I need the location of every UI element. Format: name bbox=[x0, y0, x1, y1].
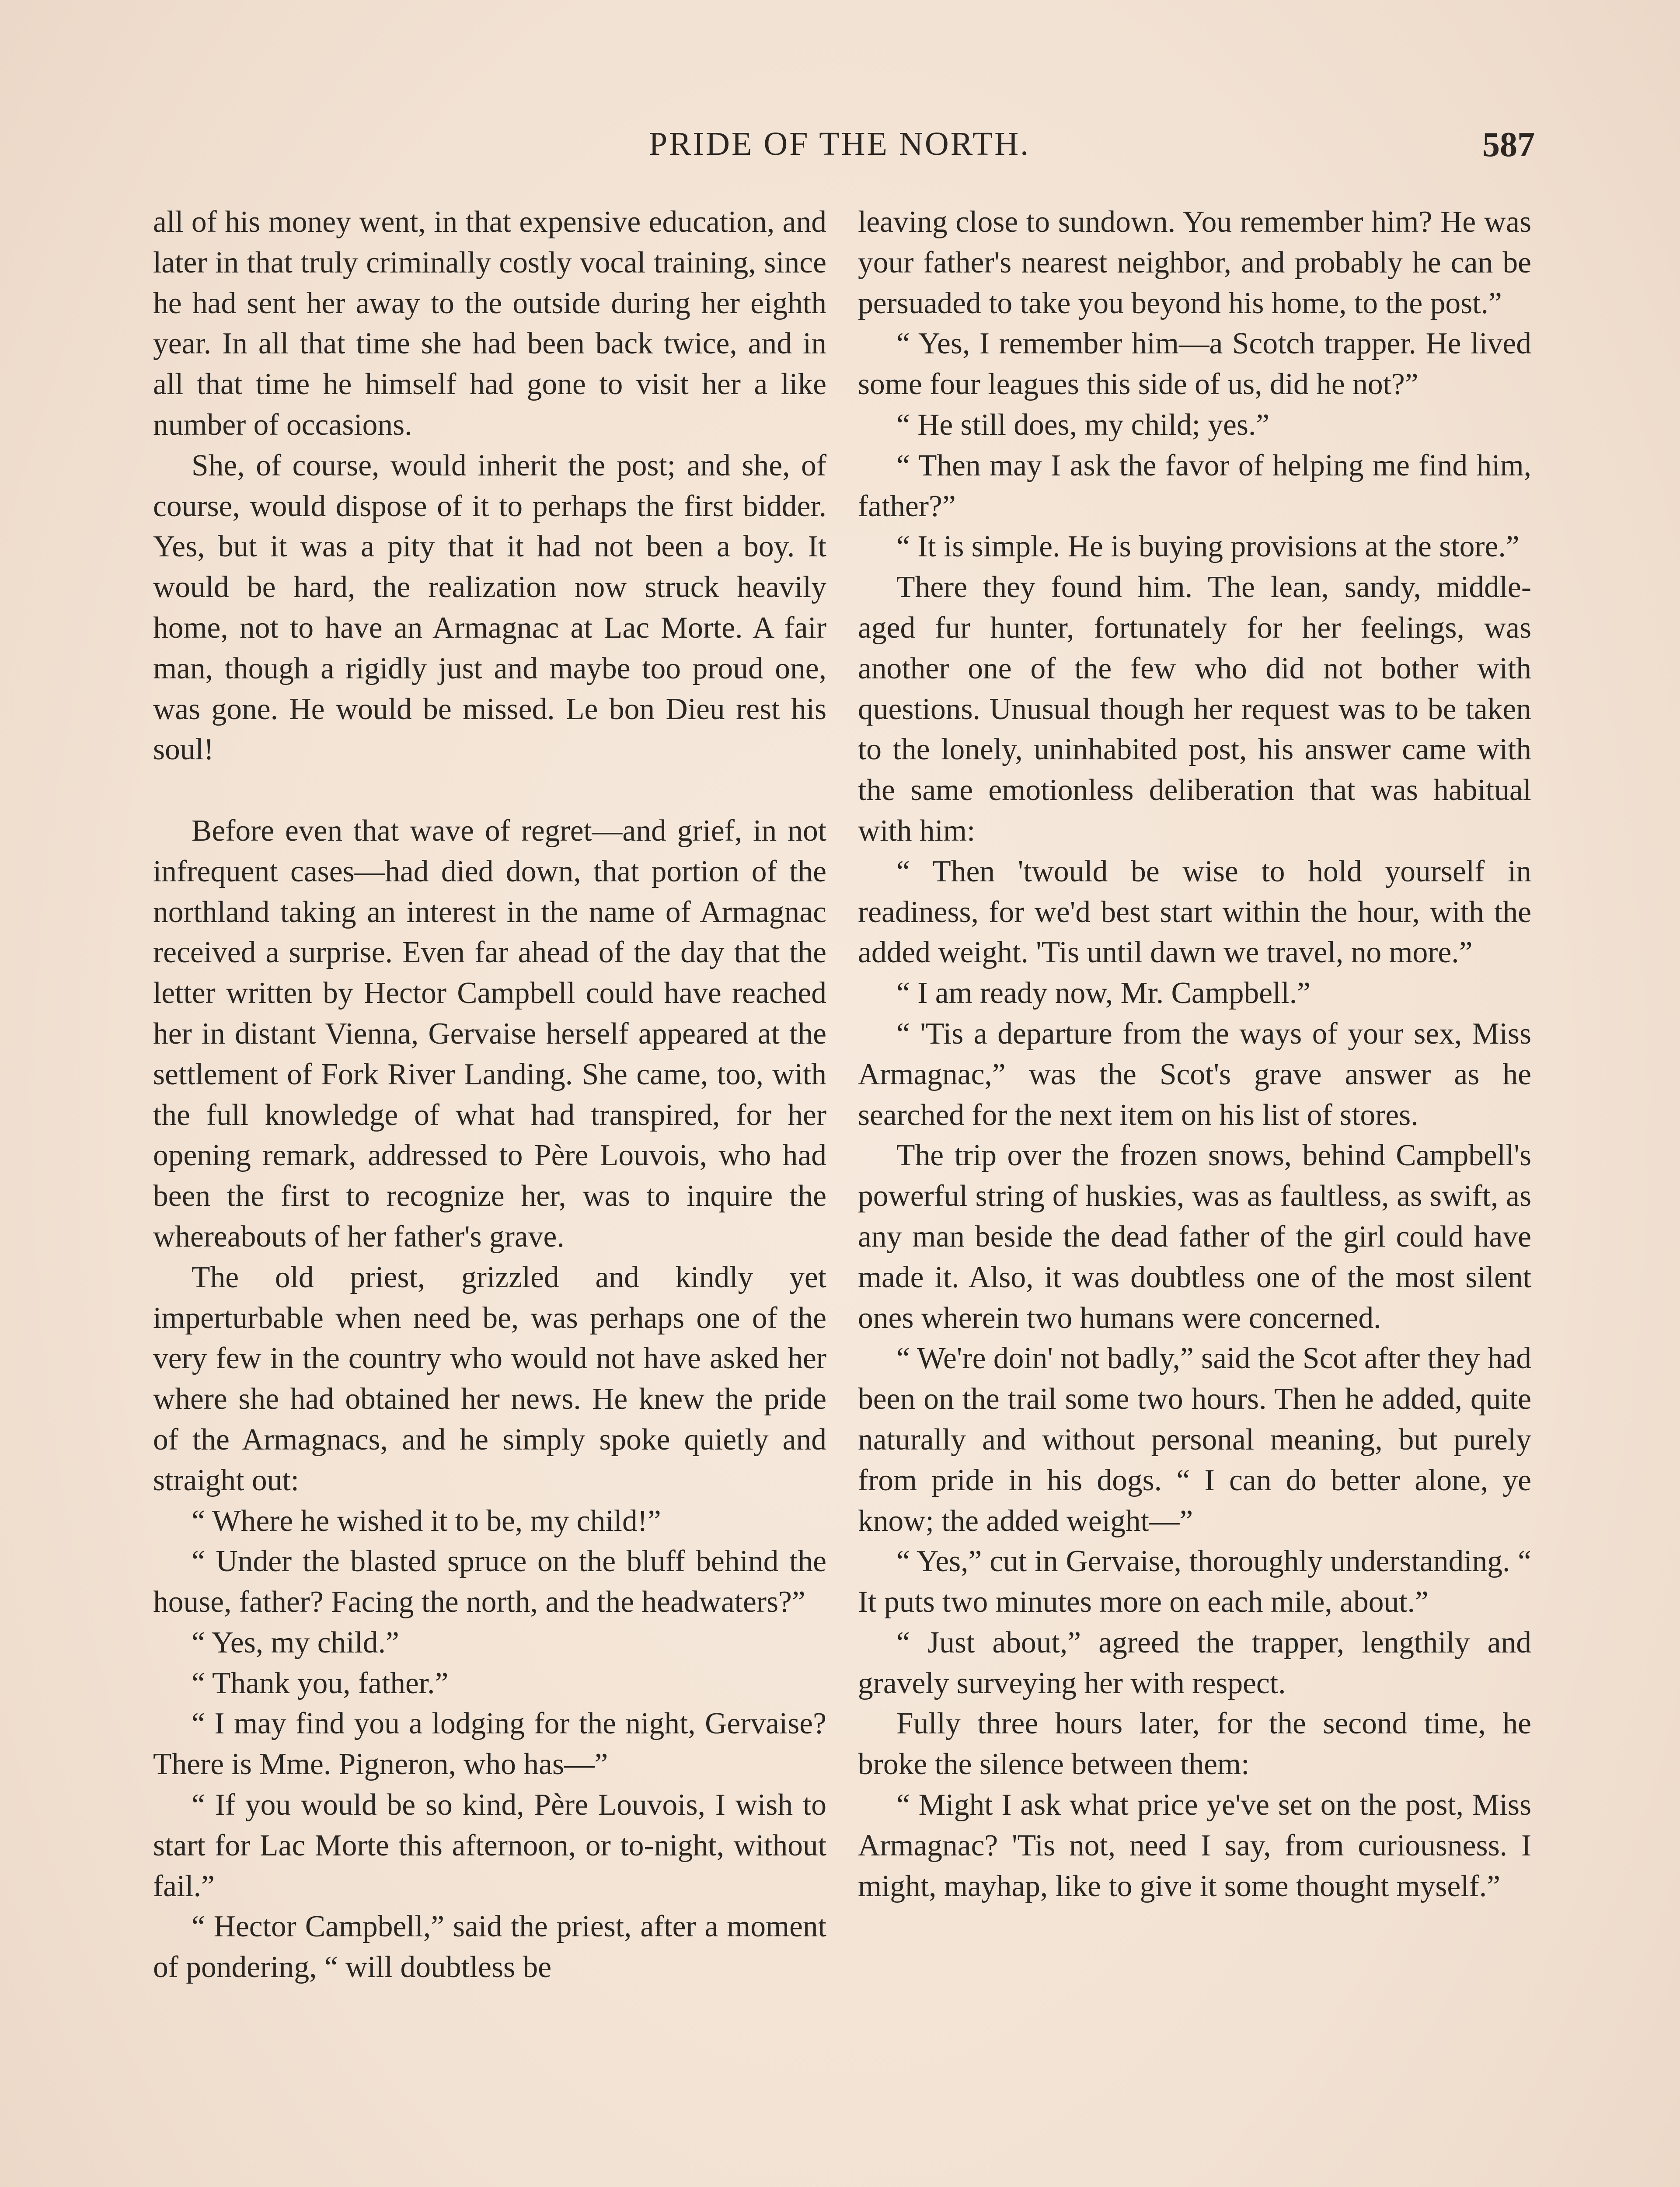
paragraph: Before even that wave of regret—and grief, in not infrequent cases—had died down, that portion of the northland taking an interest in the name of Armagnac received a surprise. Even far ahead of the day that the letter written by Hector Campbell could have reached her in distant Vienna, Gervaise herself appeared at the settlement of Fork River Landing. She came, too, with the full knowledge of what had transpired, for her opening remark, addressed to Père Louvois, who had been the first to recognize her, was to inquire the whereabouts of her father's grave. bbox=[153, 814, 826, 1254]
page-header bbox=[144, 125, 1535, 173]
paragraph: The trip over the frozen snows, behind Campbell's powerful string of huskies, was as faultless, as swift, as any man beside the dead father of the girl could have made it. Also, it was doubtless one of the most silent ones wherein two humans were concerned. bbox=[858, 1139, 1531, 1335]
paragraph: The old priest, grizzled and kindly yet imperturbable when need be, was perhaps one of the very few in the country who would not have asked her where she had obtained her news. He knew the pride of the Armagnacs, and he simply spoke quietly and straight out: bbox=[153, 1260, 826, 1497]
paragraph: “ Yes, I remember him—a Scotch trapper. He lived some four leagues this side of us, did he not?” bbox=[858, 327, 1531, 402]
page-number: 587 bbox=[1482, 126, 1535, 164]
paragraph: “ Yes, my child.” bbox=[192, 1625, 399, 1659]
right-column bbox=[858, 202, 1531, 1907]
paragraph: all of his money went, in that expensive education, and later in that truly criminally costly vocal training, since he had sent her away to the outside during her eighth year. In all that time she had been back twice, and in all that time he himself had gone to visit her a like number of occasions. bbox=[153, 205, 826, 442]
left-column bbox=[153, 202, 826, 1988]
running-head: PRIDE OF THE NORTH. bbox=[648, 126, 1031, 162]
paragraph: “ We're doin' not badly,” said the Scot after they had been on the trail some two hours. Then he added, quite naturally and without personal meaning, but purely from pride in his dogs. “ I can do better alone, ye know; the added weight—” bbox=[858, 1342, 1531, 1538]
paragraph: “ Then 'twould be wise to hold yourself in readiness, for we'd best start within the hour, with the added weight. 'Tis until dawn we travel, no more.” bbox=[858, 854, 1531, 970]
paragraph: “ He still does, my child; yes.” bbox=[896, 408, 1270, 442]
paragraph: She, of course, would inherit the post; and she, of course, would dispose of it to perhaps the first bidder. Yes, but it was a pity that it had not been a boy. It would be hard, the realization now struck heavily home, not to have an Armagnac at Lac Morte. A fair man, though a rigidly just and maybe too proud one, was gone. He would be missed. Le bon Dieu rest his soul! bbox=[153, 448, 826, 767]
paragraph: “ It is simple. He is buying provisions at the store.” bbox=[896, 530, 1520, 564]
paragraph: “ Where he wished it to be, my child!” bbox=[192, 1504, 661, 1538]
paragraph: “ Then may I ask the favor of helping me find him, father?” bbox=[858, 448, 1531, 523]
paragraph: Fully three hours later, for the second time, he broke the silence between them: bbox=[858, 1707, 1531, 1782]
paragraph: “ Yes,” cut in Gervaise, thoroughly understanding. “ It puts two minutes more on each mile, about.” bbox=[858, 1544, 1531, 1619]
paragraph: “ Thank you, father.” bbox=[192, 1666, 449, 1700]
paragraph: “ If you would be so kind, Père Louvois, I wish to start for Lac Morte this afternoon, or to-night, without fail.” bbox=[153, 1788, 826, 1903]
paragraph: “ Might I ask what price ye've set on the post, Miss Armagnac? 'Tis not, need I say, from curiousness. I might, mayhap, like to give it some thought myself.” bbox=[858, 1788, 1531, 1903]
paragraph: “ Under the blasted spruce on the bluff behind the house, father? Facing the north, and the headwaters?” bbox=[153, 1544, 826, 1619]
paragraph: “ I may find you a lodging for the night, Gervaise? There is Mme. Pigneron, who has—” bbox=[153, 1707, 826, 1782]
paragraph: There they found him. The lean, sandy, middle-aged fur hunter, fortunately for her feelings, was another one of the few who did not bother with questions. Unusual though her request was to be taken to the lonely, uninhabited post, his answer came with the same emotionless deliberation that was habitual with him: bbox=[858, 570, 1531, 848]
paragraph: “ 'Tis a departure from the ways of your sex, Miss Armagnac,” was the Scot's grave answer as he searched for the next item on his list of stores. bbox=[858, 1017, 1531, 1132]
paragraph: “ I am ready now, Mr. Campbell.” bbox=[896, 976, 1311, 1010]
paragraph: “ Just about,” agreed the trapper, lengthily and gravely surveying her with respect. bbox=[858, 1625, 1531, 1700]
paragraph: leaving close to sundown. You remember him? He was your father's nearest neighbor, and probably he can be persuaded to take you beyond his home, to the post.” bbox=[858, 205, 1531, 320]
paragraph: “ Hector Campbell,” said the priest, after a moment of pondering, “ will doubtless be bbox=[153, 1910, 826, 1984]
